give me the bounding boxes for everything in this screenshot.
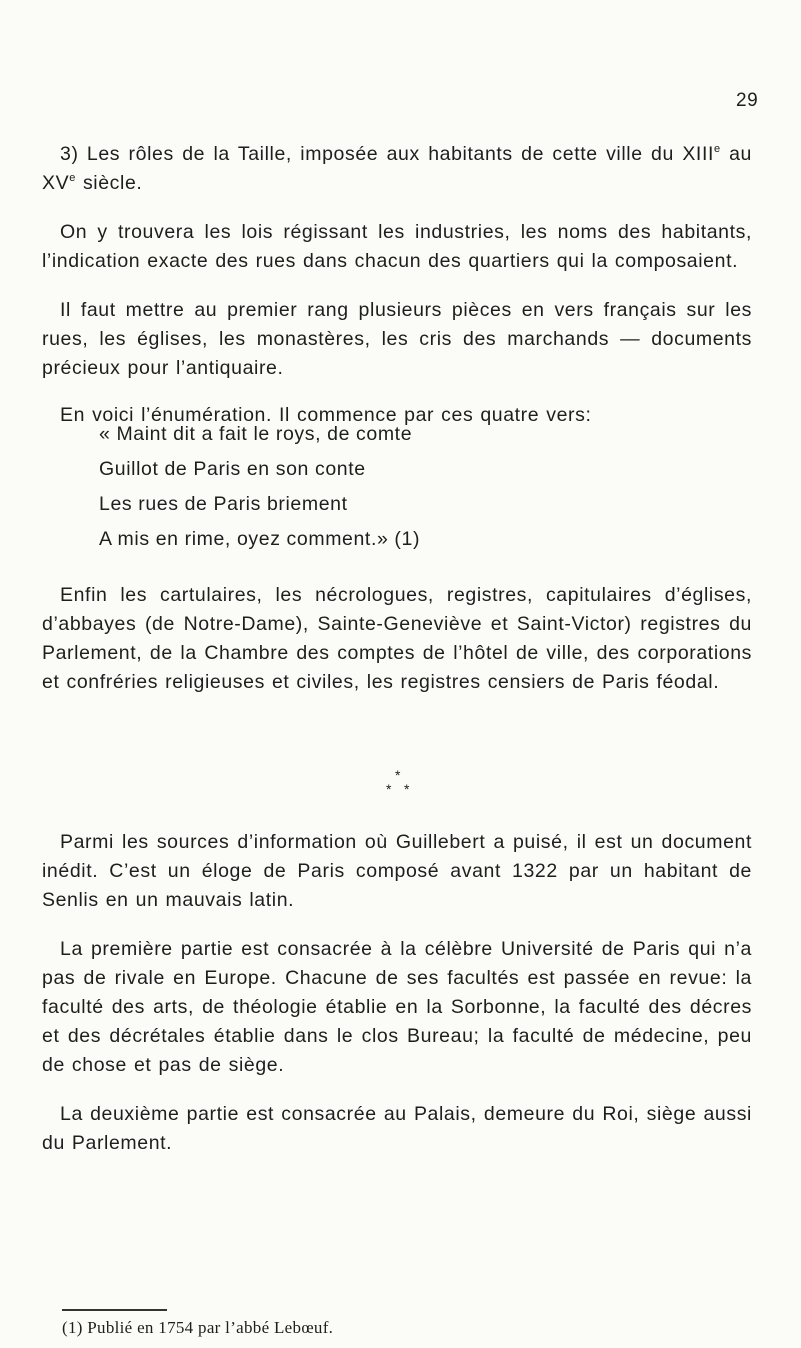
section-separator xyxy=(380,768,420,798)
text-block-1 xyxy=(42,140,752,430)
verse-line: Guillot de Paris en son conte xyxy=(99,458,366,480)
paragraph-enumeration: En voici l’énumération. Il commence par ces quatre vers: xyxy=(60,404,592,426)
paragraph-pieces-vers: Il faut mettre au premier rang plusieurs pièces en vers français sur les rues, les églises, les monastères, les cris des marchands — documents précieux pour l’antiquaire. xyxy=(42,299,752,379)
paragraph-lois: On y trouvera les lois régissant les industries, les noms des habitants, l’indication exacte des rues dans chacun des quartiers qui la composaient. xyxy=(42,221,752,272)
separator-star: * xyxy=(404,781,410,797)
footnote-rule xyxy=(62,1309,167,1311)
text-block-2 xyxy=(42,581,752,697)
paragraph-roles-taille: 3) Les rôles de la Taille, imposée aux habitants de cette ville du XIIIe au XVe siècle. xyxy=(42,143,752,194)
paragraph-sources: Parmi les sources d’information où Guillebert a puisé, il est un document inédit. C’est un éloge de Paris composé avant 1322 par un habitant de Senlis en un mauvais latin. xyxy=(42,831,752,911)
paragraph-cartulaires: Enfin les cartulaires, les nécrologues, registres, capitulaires d’églises, d’abbayes (de Notre-Dame), Sainte-Geneviève et Saint-Victor) registres du Parlement, de la Chambre des comptes de l’hôtel de ville, des corporations et confréries religieuses et civiles, les registres censiers de Paris féodal. xyxy=(42,584,752,693)
page-number: 29 xyxy=(736,90,759,111)
paragraph-palais: La deuxième partie est consacrée au Palais, demeure du Roi, siège aussi du Parlement. xyxy=(42,1103,752,1154)
verse-line: Les rues de Paris briement xyxy=(99,493,348,515)
paragraph-universite: La première partie est consacrée à la célèbre Université de Paris qui n’a pas de rivale en Europe. Chacune de ses facultés est passée en revue: la faculté des arts, de théologie établie en la Sorbonne, la faculté des décres et des décrétales établie dans le clos Bureau; la faculté de médecine, peu de chose et pas de siège. xyxy=(42,938,752,1076)
separator-star: * xyxy=(386,781,392,797)
footnote: (1) Publié en 1754 par l’abbé Lebœuf. xyxy=(62,1318,334,1337)
separator-star: * xyxy=(395,767,401,783)
verse-quote xyxy=(99,420,420,560)
verse-line: « Maint dit a fait le roys, de comte xyxy=(99,423,413,445)
verse-line: A mis en rime, oyez comment.» (1) xyxy=(99,528,421,550)
text-block-3 xyxy=(42,828,752,1158)
